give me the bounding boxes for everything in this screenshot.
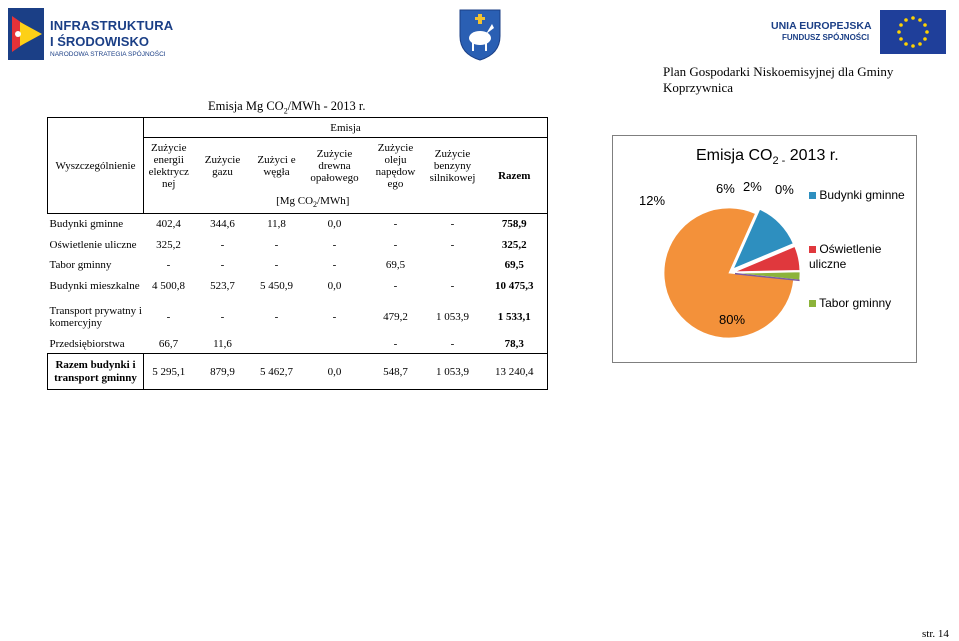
emissions-table bbox=[47, 117, 548, 390]
table-title: Emisja Mg $CO_2$/MWh - 2013 r. bbox=[208, 99, 366, 116]
row-value: 5 450,9 bbox=[260, 279, 293, 292]
row-label: Budynki gminne bbox=[49, 217, 124, 230]
row-value: - bbox=[332, 238, 337, 251]
row-value: - bbox=[393, 279, 398, 292]
row-value bbox=[424, 256, 482, 274]
slice-label: 2% bbox=[743, 179, 762, 194]
page-number: str. 14 bbox=[922, 628, 949, 640]
row-label: Transport prywatny i komercyjny bbox=[49, 304, 142, 329]
total-value: 548,7 bbox=[368, 354, 424, 390]
row-value bbox=[252, 336, 302, 354]
eu-flag-icon bbox=[880, 10, 946, 54]
legend-item-budynki-gminne: Budynki gminne bbox=[809, 188, 905, 203]
legend-item-oswietlenie: Oświetlenie uliczne bbox=[809, 242, 882, 271]
coat-of-arms-icon bbox=[456, 6, 504, 62]
row-value: 0,0 bbox=[327, 217, 342, 230]
group-header: Emisja bbox=[144, 118, 548, 138]
row-value: - bbox=[332, 310, 337, 323]
eu-text-line-1: UNIA EUROPEJSKA bbox=[771, 20, 872, 32]
col-header-electricity: Zużycie energii elektrycz nej bbox=[148, 141, 189, 190]
logo-line-3: NARODOWA STRATEGIA SPÓJNOŚCI bbox=[50, 51, 166, 58]
header-first-column: Wyszczególnienie bbox=[48, 118, 144, 214]
total-value: 0,0 bbox=[302, 354, 368, 390]
row-value bbox=[302, 336, 368, 354]
row-value: 1 053,9 bbox=[436, 310, 469, 323]
slice-label: 12% bbox=[639, 193, 666, 208]
total-value: 13 240,4 bbox=[482, 354, 548, 390]
row-value: - bbox=[166, 310, 171, 323]
row-label: Oświetlenie uliczne bbox=[49, 238, 137, 251]
row-value: 69,5 bbox=[482, 256, 548, 274]
row-value: - bbox=[274, 310, 279, 323]
row-value: 479,2 bbox=[383, 310, 408, 323]
legend-swatch bbox=[809, 246, 816, 253]
row-value: - bbox=[450, 338, 455, 351]
row-value: - bbox=[393, 217, 398, 230]
slice-label: 6% bbox=[716, 181, 735, 196]
row-value: 4 500,8 bbox=[152, 279, 185, 292]
row-value: 523,7 bbox=[210, 279, 235, 292]
row-value: 402,4 bbox=[156, 217, 181, 230]
unit-row: [Mg $CO_2/MWh$] bbox=[276, 195, 350, 210]
row-value: - bbox=[220, 258, 225, 271]
total-value: 1 053,9 bbox=[424, 354, 482, 390]
row-value: - bbox=[274, 258, 279, 271]
row-value: - bbox=[274, 238, 279, 251]
total-row-label: Razem budynki i transport gminny bbox=[48, 354, 144, 390]
eu-text-line-2: FUNDUSZ SPÓJNOŚCI bbox=[782, 33, 870, 42]
slice-label: 0% bbox=[775, 182, 794, 197]
logo-line-2: I ŚRODOWISKO bbox=[50, 34, 149, 49]
row-value: 11,6 bbox=[213, 338, 232, 351]
col-header-coal: Zużyci e węgła bbox=[257, 153, 296, 178]
infrastruktura-logo bbox=[8, 8, 174, 60]
row-value: 69,5 bbox=[385, 258, 406, 271]
row-value: 78,3 bbox=[482, 336, 548, 354]
row-value: 758,9 bbox=[482, 214, 548, 234]
row-value: - bbox=[450, 279, 455, 292]
legend-swatch bbox=[809, 192, 816, 199]
total-value: 5 295,1 bbox=[144, 354, 194, 390]
col-header-wood: Zużycie drewna opałowego bbox=[310, 147, 359, 184]
row-label: Przedsiębiorstwa bbox=[49, 338, 125, 351]
row-value: - bbox=[220, 238, 225, 251]
col-header-total: Razem bbox=[482, 138, 548, 214]
row-value: - bbox=[393, 338, 398, 351]
total-value: 5 462,7 bbox=[252, 354, 302, 390]
row-value: 66,7 bbox=[158, 338, 179, 351]
legend-swatch bbox=[809, 300, 816, 307]
plan-title: Plan Gospodarki Niskoemisyjnej dla Gminy Koprzywnica bbox=[663, 64, 894, 95]
row-value: 0,0 bbox=[327, 279, 342, 292]
chart-title: Emisja $CO_{2 -}$ 2013 r. bbox=[696, 147, 839, 168]
row-value: - bbox=[450, 238, 455, 251]
row-label: Budynki mieszkalne bbox=[49, 279, 140, 292]
total-value: 879,9 bbox=[194, 354, 252, 390]
row-value: 10 475,3 bbox=[482, 274, 548, 298]
row-value: 1 533,1 bbox=[482, 298, 548, 336]
col-header-diesel: Zużycie oleju napędow ego bbox=[375, 141, 416, 190]
row-label: Tabor gminny bbox=[49, 258, 112, 271]
slice-label: 80% bbox=[719, 312, 746, 327]
logo-line-1: INFRASTRUKTURA bbox=[50, 18, 174, 33]
row-value: - bbox=[220, 310, 225, 323]
row-value: 325,2 bbox=[482, 234, 548, 256]
eu-star-flag-icon bbox=[8, 8, 44, 60]
row-value: 325,2 bbox=[156, 238, 181, 251]
row-value: - bbox=[450, 217, 455, 230]
row-value: 11,8 bbox=[267, 217, 286, 230]
row-value: - bbox=[393, 238, 398, 251]
row-value: 344,6 bbox=[210, 217, 235, 230]
legend-item-tabor: Tabor gminny bbox=[809, 296, 891, 311]
col-header-petrol: Zużycie benzyny silnikowej bbox=[429, 147, 476, 184]
row-value: - bbox=[332, 258, 337, 271]
col-header-gas: Zużycie gazu bbox=[204, 153, 241, 178]
row-value: - bbox=[166, 258, 171, 271]
